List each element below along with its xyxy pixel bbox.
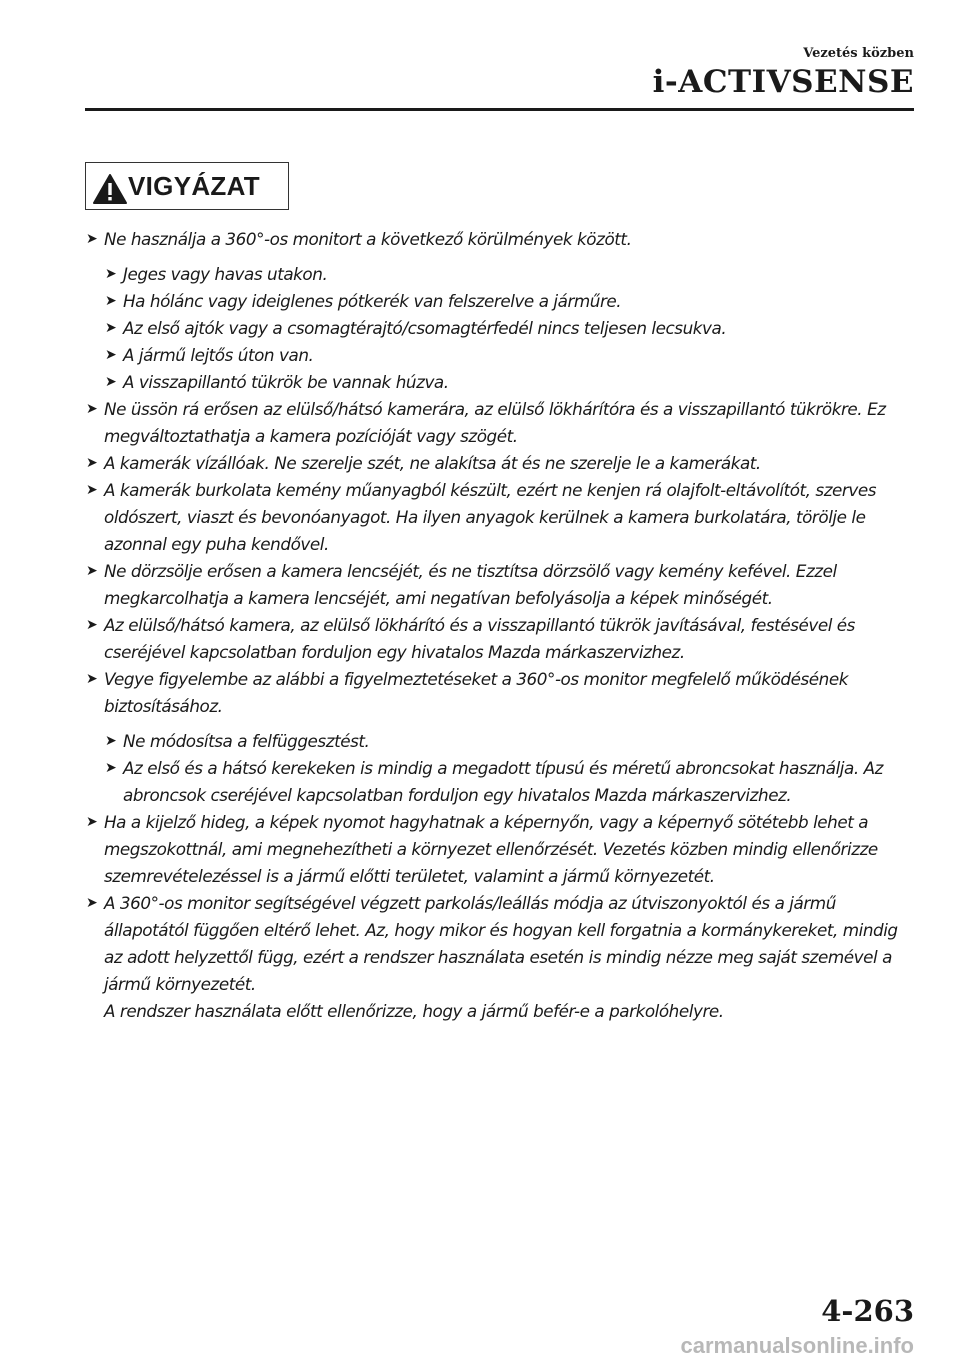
header-title: i-ACTIVSENSE	[652, 64, 914, 100]
list-item-text: Vegye figyelembe az alábbi a figyelmeztetéseket a 360°-os monitor megfelelő működésének biztosításához.	[104, 669, 848, 716]
page-number: 4-263	[821, 1294, 914, 1328]
bullet-arrow-icon: ➤	[105, 733, 117, 749]
list-item	[85, 396, 915, 450]
list-item-text: A kamerák vízállóak. Ne szerelje szét, ne alakítsa át és ne szerelje le a kamerákat.	[104, 453, 761, 473]
bullet-arrow-icon: ➤	[86, 563, 98, 579]
list-item-text: Az elülső/hátsó kamera, az elülső lökhárító és a visszapillantó tükrök javításával, festésével és cseréjével kapcsolatban forduljon egy hivatalos Mazda márkaszervizhez.	[104, 615, 855, 662]
list-item-text: Ha hólánc vagy ideiglenes pótkerék van felszerelve a járműre.	[123, 291, 622, 311]
header-section-label: Vezetés közben	[803, 46, 914, 61]
bullet-arrow-icon: ➤	[86, 617, 98, 633]
bullet-arrow-icon: ➤	[86, 231, 98, 247]
sub-list-item	[104, 728, 915, 755]
bullet-arrow-icon: ➤	[105, 347, 117, 363]
list-item-text: Ha a kijelző hideg, a képek nyomot hagyhatnak a képernyőn, vagy a képernyő sötétebb lehet a megszokottnál, ami megnehezítheti a környezet ellenőrzését. Vezetés közben mindig ellenőrizze szemrevételezéssel is a jármű előtti területet, valamint a jármű környezetét.	[104, 812, 878, 886]
spacer	[85, 253, 915, 261]
bullet-arrow-icon: ➤	[105, 266, 117, 282]
list-item-text: A 360°-os monitor segítségével végzett parkolás/leállás módja az útviszonyoktól és a jármű állapotától függően eltérő lehet. Az, hogy mikor és hogyan kell forgatnia a kormánykereket, mindig az adott helyzettől függ, ezért a rendszer használata esetén is mindig nézze meg saját szemével a jármű környezetét.	[104, 893, 898, 994]
sub-list-item	[104, 755, 915, 809]
sub-list-item	[104, 369, 915, 396]
sub-list-item	[104, 261, 915, 288]
spacer	[85, 720, 915, 728]
list-item	[85, 809, 915, 890]
list-item	[85, 477, 915, 558]
bullet-arrow-icon: ➤	[86, 482, 98, 498]
bullet-arrow-icon: ➤	[86, 814, 98, 830]
list-item-text: Ne üssön rá erősen az elülső/hátsó kamerára, az elülső lökhárítóra és a visszapillantó tükrökre. Ez megváltoztathatja a kamera pozícióját vagy szögét.	[104, 399, 886, 446]
list-item	[85, 450, 915, 477]
bullet-arrow-icon: ➤	[105, 293, 117, 309]
header-rule	[85, 108, 914, 111]
sub-list-item	[104, 342, 915, 369]
list-item	[85, 666, 915, 720]
list-item	[85, 558, 915, 612]
bullet-arrow-icon: ➤	[86, 895, 98, 911]
list-item-text: Ne dörzsölje erősen a kamera lencséjét, és ne tisztítsa dörzsölő vagy kemény kefével. Ezzel megkarcolhatja a kamera lencséjét, ami negatívan befolyásolja a képek minőségét.	[104, 561, 837, 608]
warning-content	[85, 226, 915, 1025]
warning-triangle-icon	[92, 173, 128, 205]
list-item-text: Az első ajtók vagy a csomagtérajtó/csomagtérfedél nincs teljesen lecsukva.	[123, 318, 727, 338]
bullet-arrow-icon: ➤	[86, 455, 98, 471]
list-item-text: A visszapillantó tükrök be vannak húzva.	[123, 372, 449, 392]
bullet-arrow-icon: ➤	[86, 401, 98, 417]
bullet-arrow-icon: ➤	[105, 374, 117, 390]
bullet-arrow-icon: ➤	[105, 760, 117, 776]
list-item-text: A kamerák burkolata kemény műanyagból készült, ezért ne kenjen rá olajfolt-eltávolítót, szerves oldószert, viaszt és bevonóanyagot. Ha ilyen anyagok kerülnek a kamera burkolatára, törölje le azonnal egy puha kendővel.	[104, 480, 877, 554]
bullet-arrow-icon: ➤	[105, 320, 117, 336]
list-item	[85, 890, 915, 1025]
list-item-text: A jármű lejtős úton van.	[123, 345, 314, 365]
sub-list-item	[104, 288, 915, 315]
sub-list-item	[104, 315, 915, 342]
list-item-text: Ne módosítsa a felfüggesztést.	[123, 731, 370, 751]
warning-title: VIGYÁZAT	[128, 171, 260, 201]
watermark: carmanualsonline.info	[680, 1333, 914, 1358]
list-item	[85, 226, 915, 253]
warning-box	[85, 162, 289, 210]
list-item-text: Jeges vagy havas utakon.	[123, 264, 328, 284]
list-item-text: Ne használja a 360°-os monitort a következő körülmények között.	[104, 229, 632, 249]
list-item-extra-text: A rendszer használata előtt ellenőrizze, hogy a jármű befér-e a parkolóhelyre.	[104, 1001, 724, 1021]
bullet-arrow-icon: ➤	[86, 671, 98, 687]
list-item-text: Az első és a hátsó kerekeken is mindig a megadott típusú és méretű abroncsokat használja. Az abroncsok cseréjével kapcsolatban forduljon egy hivatalos Mazda márkaszervizhez.	[123, 758, 883, 805]
list-item	[85, 612, 915, 666]
